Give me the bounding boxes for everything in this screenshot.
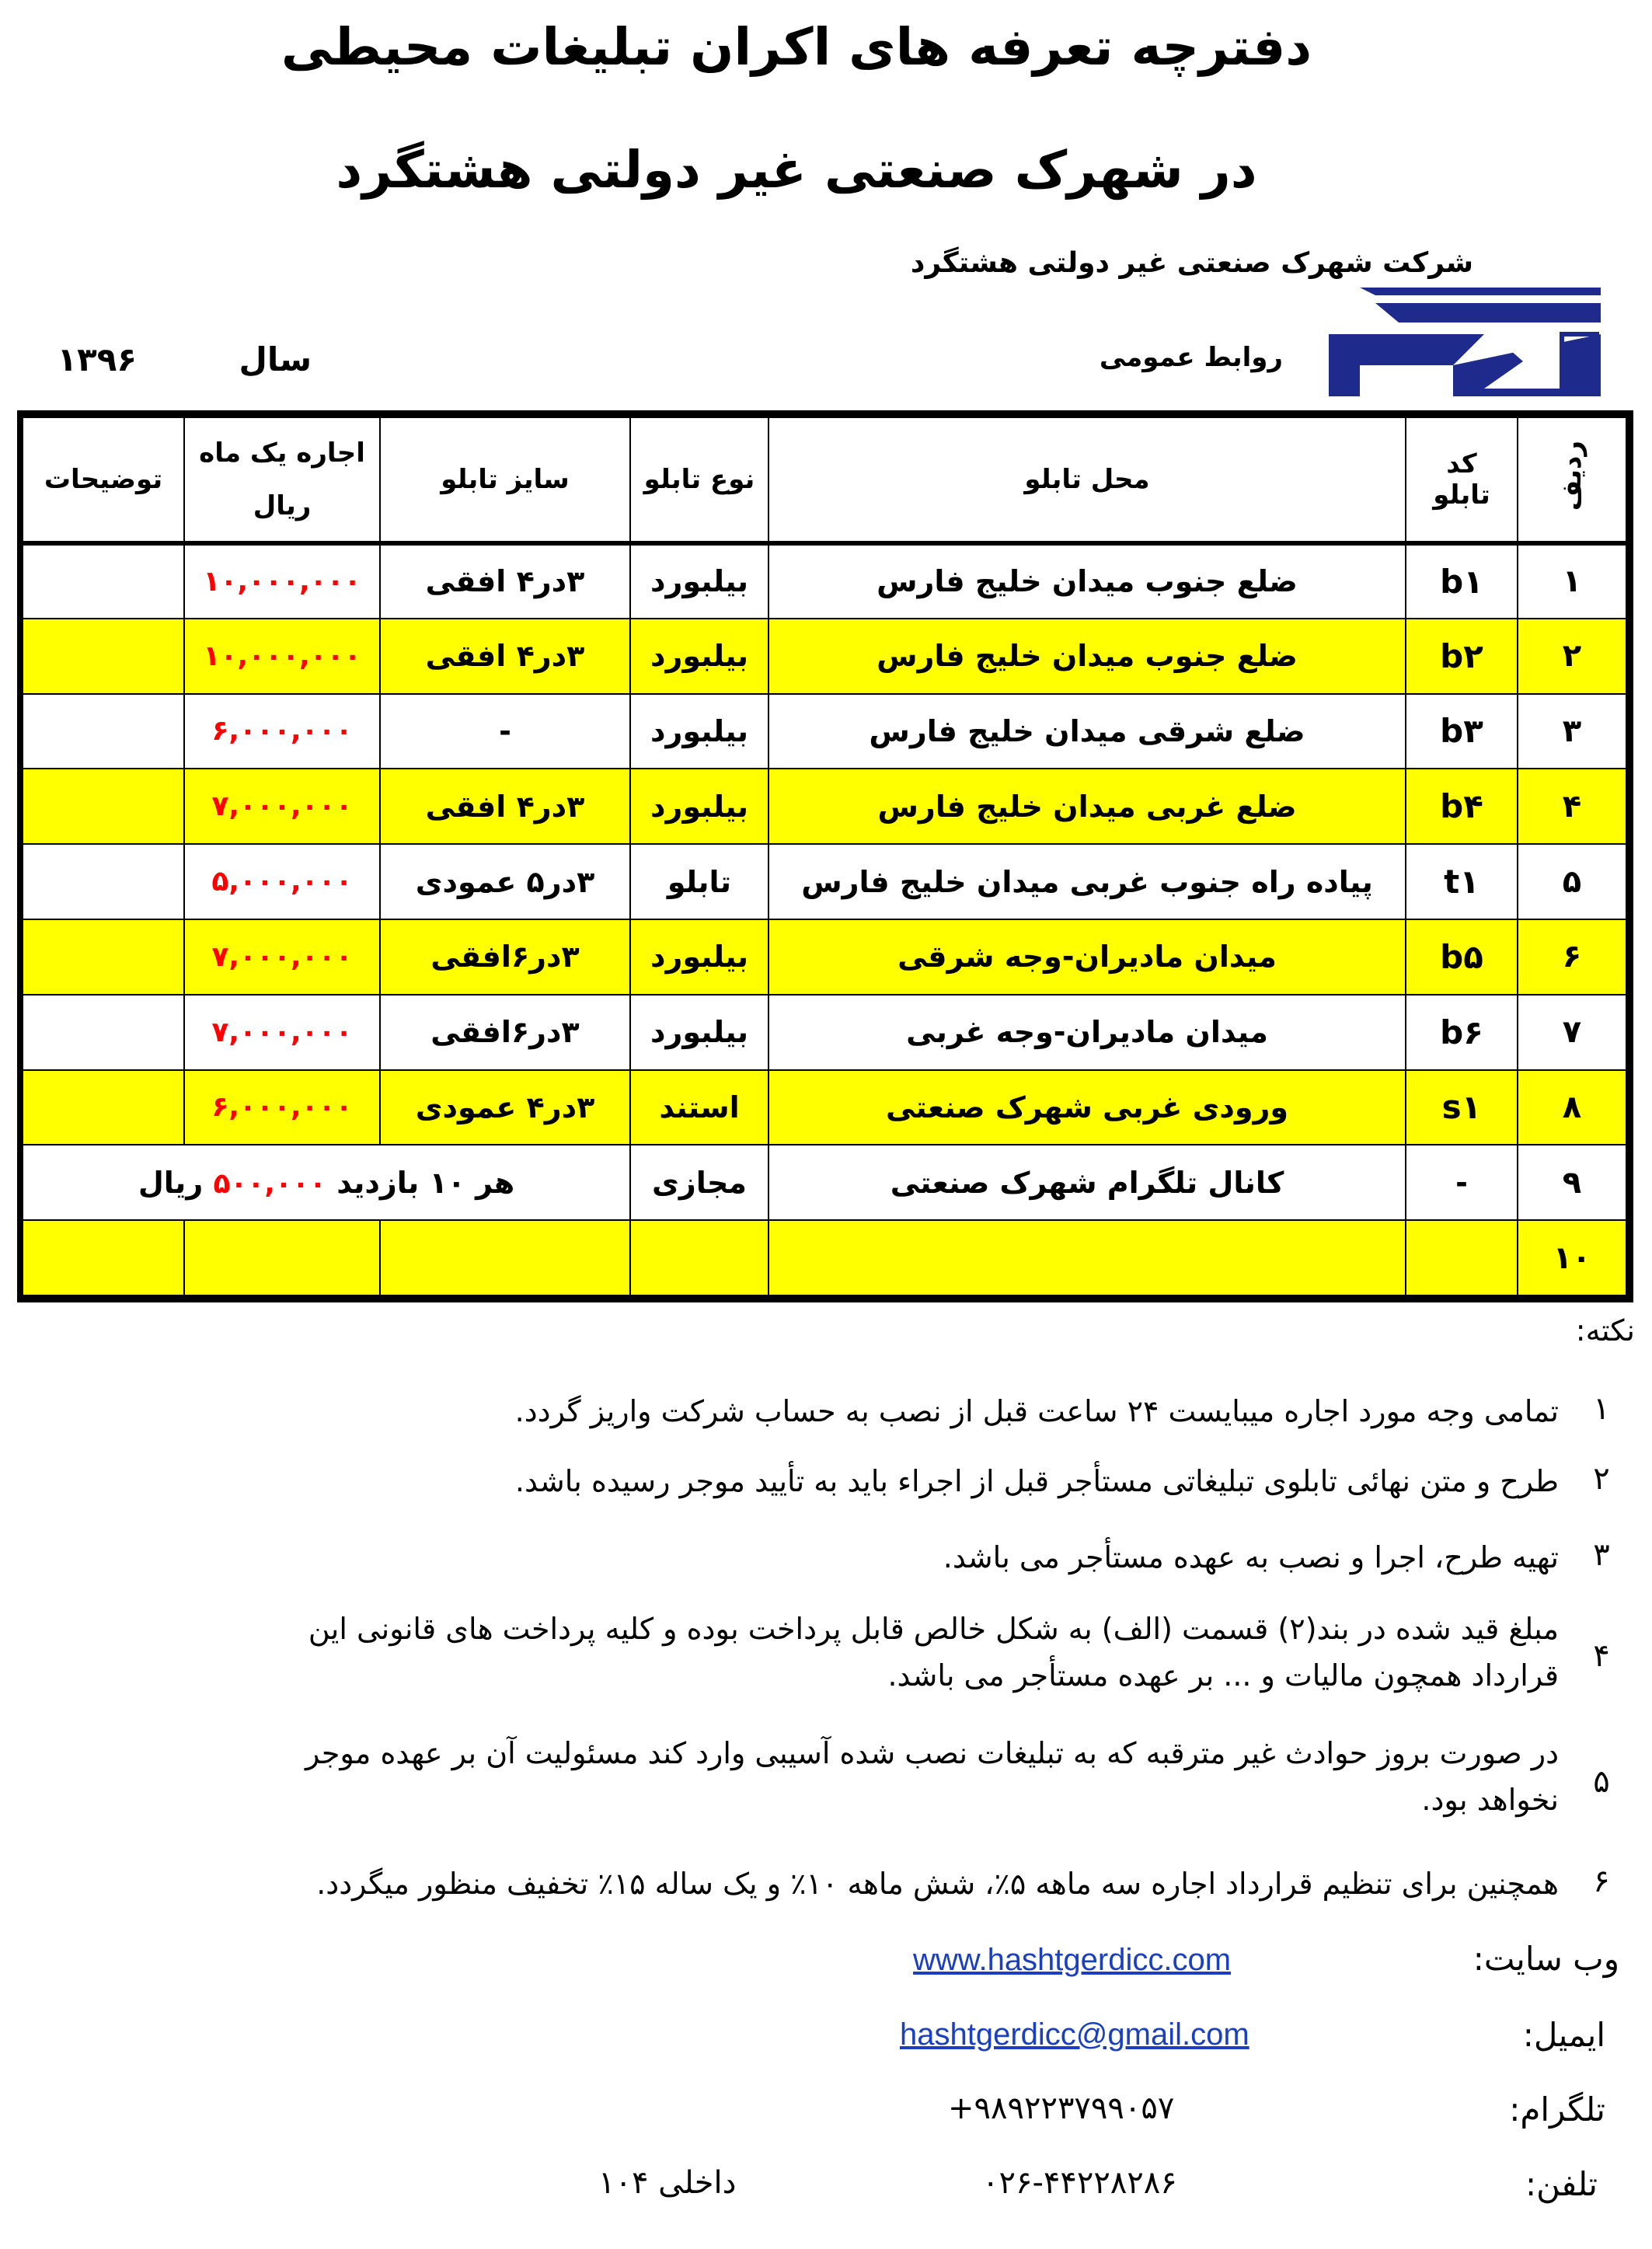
row-size: ۳در۴ عمودی [380,1070,630,1145]
row-number: ۵ [1518,844,1626,919]
website-label: وب سایت: [1473,1940,1619,1978]
row-rent: ۷,۰۰۰,۰۰۰ [184,769,380,844]
table-row [23,1070,1626,1145]
row-code: t۱ [1406,844,1518,919]
row-code [1406,1220,1518,1295]
header-code: کد تابلو [1406,417,1518,543]
row-code: b۵ [1406,919,1518,995]
row-location: ضلع جنوب میدان خلیج فارس [768,619,1406,694]
note-number: ۱ [1593,1391,1610,1427]
row-notes [23,1070,184,1145]
row-rent: ۱۰,۰۰۰,۰۰۰ [184,543,380,619]
row-notes [23,619,184,694]
row-rent: ۷,۰۰۰,۰۰۰ [184,995,380,1070]
row-type: بیلبورد [630,995,768,1070]
row-code: b۲ [1406,619,1518,694]
row-location: کانال تلگرام شهرک صنعتی [768,1145,1406,1220]
table-row-telegram [23,1145,1626,1220]
note-number: ۵ [1593,1764,1610,1800]
row-number: ۹ [1518,1145,1626,1220]
row-number: ۷ [1518,995,1626,1070]
row-size: ۳در۴ افقی [380,543,630,619]
table-row [23,919,1626,995]
row-number: ۸ [1518,1070,1626,1145]
row-type: تابلو [630,844,768,919]
row-location: میدان مادیران-وجه شرقی [768,919,1406,995]
header-row-number: ردیف [1518,417,1626,543]
row-notes [23,769,184,844]
row-size: ۳در۵ عمودی [380,844,630,919]
row-type: بیلبورد [630,769,768,844]
table-row [23,769,1626,844]
note-number: ۶ [1593,1864,1610,1899]
row-size [380,1220,630,1295]
row-location: ضلع جنوب میدان خلیج فارس [768,543,1406,619]
row-location: میدان مادیران-وجه غربی [768,995,1406,1070]
note-text: در صورت بروز حوادث غیر مترقبه که به تبلیغات نصب شده آسیبی وارد کند مسئولیت آن بر عهده موجر نخواهد بود. [305,1736,1559,1817]
phone-number: ۰۲۶-۴۴۲۲۸۲۸۶ [982,2165,1177,2201]
row-rent: ۵,۰۰۰,۰۰۰ [184,844,380,919]
header-rent-line1: اجاره یک ماه [199,438,365,469]
row-notes [23,919,184,995]
note-number: ۴ [1593,1638,1610,1674]
row-rent: ۷,۰۰۰,۰۰۰ [184,919,380,995]
row-location [768,1220,1406,1295]
table-row [23,1220,1626,1295]
department-label: روابط عمومی [1099,342,1283,373]
row-number: ۶ [1518,919,1626,995]
row-number: ۴ [1518,769,1626,844]
note-number: ۳ [1593,1537,1610,1573]
row-rent [184,1220,380,1295]
company-logo-icon [1329,288,1601,396]
row-notes [23,543,184,619]
table-row [23,694,1626,769]
document-title: دفترچه تعرفه های اکران تبلیغات محیطی [281,17,1312,77]
row-notes [23,1220,184,1295]
row-code: b۱ [1406,543,1518,619]
row-location: ضلع شرقی میدان خلیج فارس [768,694,1406,769]
row-number: ۲ [1518,619,1626,694]
year-label: سال [239,340,312,378]
row-notes [23,694,184,769]
table-row [23,619,1626,694]
year-value: ۱۳۹۶ [57,340,137,378]
telegram-number: +۹۸۹۲۲۳۷۹۹۰۵۷ [948,2090,1175,2126]
merged-price: ۵۰۰,۰۰۰ [213,1167,326,1200]
row-size: ۳در۴ افقی [380,769,630,844]
company-name: شرکت شهرک صنعتی غیر دولتی هشتگرد [910,247,1473,279]
row-type: استند [630,1070,768,1145]
row-type: بیلبورد [630,694,768,769]
row-code: s۱ [1406,1070,1518,1145]
email-label: ایمیل: [1522,2016,1605,2054]
row-rent: ۶,۰۰۰,۰۰۰ [184,1070,380,1145]
row-merged-price [23,1145,630,1220]
row-notes [23,844,184,919]
note-number: ۲ [1593,1461,1610,1497]
table-header-row [23,417,1626,543]
merged-prefix: هر ۱۰ بازدید [336,1165,515,1200]
row-size: ۳در۶افقی [380,919,630,995]
row-size: - [380,694,630,769]
table-row [23,543,1626,619]
row-code: b۶ [1406,995,1518,1070]
phone-label: تلفن: [1525,2165,1598,2203]
row-location: ورودی غربی شهرک صنعتی [768,1070,1406,1145]
table-row [23,844,1626,919]
row-size: ۳در۴ افقی [380,619,630,694]
row-code: b۴ [1406,769,1518,844]
note-text: همچنین برای تنظیم قرارداد اجاره سه ماهه ۵٪، شش ماهه ۱۰٪ و یک ساله ۱۵٪ تخفیف منظور میگردد. [316,1867,1559,1901]
row-rent: ۶,۰۰۰,۰۰۰ [184,694,380,769]
row-code: b۳ [1406,694,1518,769]
header-location: محل تابلو [768,417,1406,543]
header-notes: توضیحات [23,417,184,543]
row-location: ضلع غربی میدان خلیج فارس [768,769,1406,844]
tariff-table [17,410,1633,1302]
row-location: پیاده راه جنوب غربی میدان خلیج فارس [768,844,1406,919]
header-rent [184,417,380,543]
row-code: - [1406,1145,1518,1220]
row-notes [23,995,184,1070]
note-text: مبلغ قید شده در بند(۲) قسمت (الف) به شکل خالص قابل پرداخت بوده و کلیه پرداخت های قانونی این قرارداد همچون مالیات و ... بر عهده مستأجر می باشد. [308,1612,1559,1693]
table-row [23,995,1626,1070]
notes-title: نکته: [1575,1313,1635,1348]
row-type: مجازی [630,1145,768,1220]
row-number: ۱ [1518,543,1626,619]
note-text: تمامی وجه مورد اجاره میبایست ۲۴ ساعت قبل از نصب به حساب شرکت واریز گردد. [514,1394,1559,1428]
row-type [630,1220,768,1295]
header-size: سایز تابلو [380,417,630,543]
merged-suffix: ریال [138,1165,204,1200]
row-rent: ۱۰,۰۰۰,۰۰۰ [184,619,380,694]
note-text: طرح و متن نهائی تابلوی تبلیغاتی مستأجر قبل از اجراء باید به تأیید موجر رسیده باشد. [514,1464,1559,1498]
website-link[interactable]: www.hashtgerdicc.com [913,1943,1232,1977]
phone-extension: داخلی ۱۰۴ [598,2165,737,2201]
email-link[interactable]: hashtgerdicc@gmail.com [900,2017,1249,2052]
row-type: بیلبورد [630,919,768,995]
document-subtitle: در شهرک صنعتی غیر دولتی هشتگرد [336,140,1257,200]
row-number: ۳ [1518,694,1626,769]
row-size: ۳در۶افقی [380,995,630,1070]
row-number: ۱۰ [1518,1220,1626,1295]
header-type: نوع تابلو [630,417,768,543]
note-text: تهیه طرح، اجرا و نصب به عهده مستأجر می باشد. [943,1540,1559,1574]
row-type: بیلبورد [630,543,768,619]
row-type: بیلبورد [630,619,768,694]
telegram-label: تلگرام: [1509,2090,1605,2129]
header-rent-line2: ریال [253,490,312,521]
